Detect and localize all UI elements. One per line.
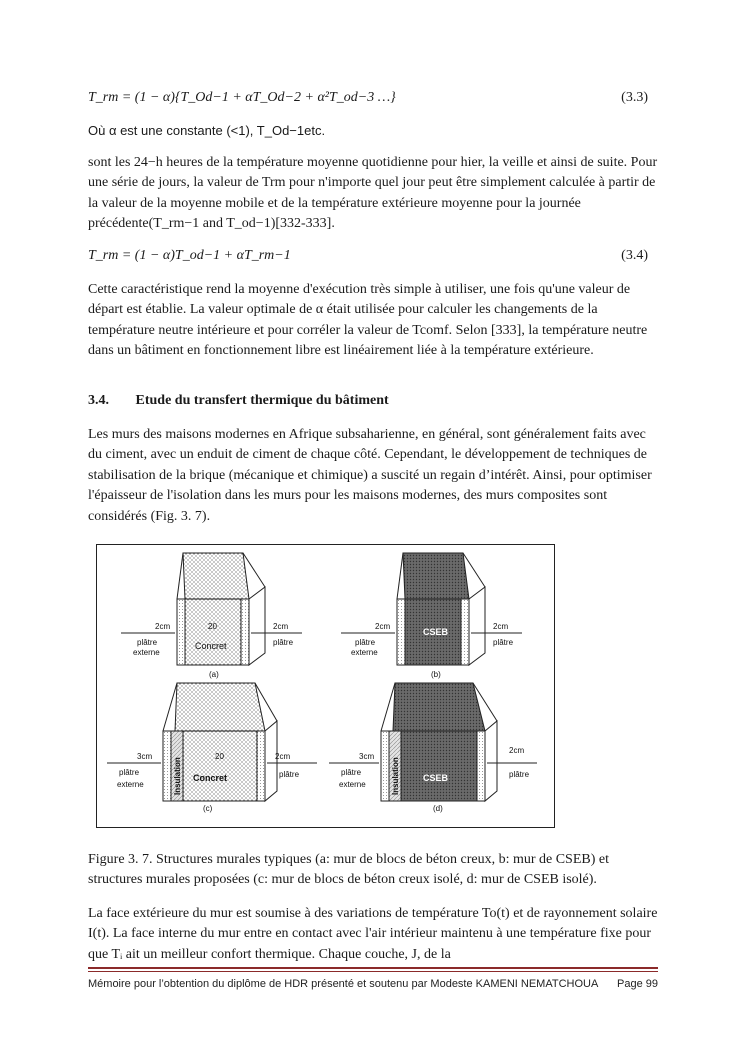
panel-b-thick-right: 2cm [493, 622, 509, 631]
panel-a-material: Concret [195, 641, 227, 651]
section-title: Etude du transfert thermique du bâtiment [135, 393, 389, 408]
equation-3-3 [88, 90, 648, 106]
equation-3-4-number: (3.4) [621, 248, 648, 263]
panel-b-id: (b) [431, 670, 441, 679]
panel-c-center: 20 [215, 752, 224, 761]
panel-b-side [469, 587, 485, 665]
panel-d-thick-left: 3cm [359, 752, 375, 761]
panel-b-left-label2: externe [351, 648, 378, 657]
paragraph-cette: Cette caractéristique rend la moyenne d'exécution très simple à utiliser, une fois qu'une valeur de départ est établie. La valeur optimale de α était utilisée pour calculer les changements de la température neutre intérieure et pour corréler la valeur de Tcomf. Selon [333], la température neutre dans un bâtiment en fonctionnement libre est linéairement liée à la température extérieure. [88, 282, 648, 359]
paragraph-murs: Les murs des maisons modernes en Afrique subsaharienne, en général, sont généralement faits avec du ciment, avec un enduit de ciment de chaque côté. Cependant, le développement de techniques de stabilisation de la brique (mécanique et chimique) a suscité un regain d’intérêt. Ainsi, pour optimiser l'épaisseur de l'isolation dans les murs pour les maisons modernes, des murs composites sont considérés (Fig. 3. 7). [88, 427, 652, 524]
panel-a-center: 20 [208, 622, 217, 631]
panel-b-thick-left: 2cm [375, 622, 391, 631]
panel-d-right-label: plâtre [509, 770, 530, 779]
panel-a-left-label1: plâtre [137, 638, 158, 647]
equation-3-4-text: T_rm = (1 − α)T_od−1 + αT_rm−1 [88, 248, 291, 263]
figure-3-7 [96, 544, 555, 828]
panel-b-plaster-right [461, 599, 469, 665]
panel-a-plaster-left [177, 599, 185, 665]
panel-d-thick-right: 2cm [509, 746, 525, 755]
panel-a-top [183, 553, 249, 599]
section-heading [88, 393, 389, 409]
panel-a-side [249, 587, 265, 665]
paragraph-face: La face extérieure du mur est soumise à des variations de température To(t) et de rayonnement solaire I(t). La face interne du mur entre en contact avec l'air intérieur maintenu à une température fixe pour que Tᵢ ait un meilleur confort thermique. Chaque couche, J, de la [88, 906, 658, 962]
panel-a-thick-right: 2cm [273, 622, 289, 631]
panel-c-plaster-left [163, 731, 171, 801]
panel-b-edge [397, 553, 403, 599]
footer-rule-thin [88, 971, 658, 972]
panel-c-material: Concret [193, 773, 228, 783]
panel-d-material: CSEB [423, 773, 449, 783]
footer-rule-thick [88, 967, 658, 969]
panel-d [329, 683, 537, 813]
panel-c-left-label1: plâtre [119, 768, 140, 777]
panel-c-left-label2: externe [117, 780, 144, 789]
panel-a-plaster-right [241, 599, 249, 665]
equation-3-4 [88, 248, 648, 264]
figure-caption: Figure 3. 7. Structures murales typiques (a: mur de blocs de béton creux, b: mur de CSEB) et structures murales proposées (c: mur de blocs de béton creux isolé, d: mur de CSEB isolé). [88, 852, 610, 888]
wall-structures-diagram [97, 545, 554, 827]
panel-d-side [485, 721, 497, 801]
equation-3-3-text: T_rm = (1 − α){T_Od−1 + αT_Od−2 + α²T_od−3 …} [88, 90, 396, 105]
panel-b-material: CSEB [423, 627, 449, 637]
panel-c-side [265, 721, 277, 801]
panel-a-thick-left: 2cm [155, 622, 171, 631]
panel-a-id: (a) [209, 670, 219, 679]
panel-d-plaster-left [381, 731, 389, 801]
panel-d-id: (d) [433, 804, 443, 813]
panel-d-left-label1: plâtre [341, 768, 362, 777]
panel-c-id: (c) [203, 804, 213, 813]
panel-b [341, 553, 522, 679]
panel-b-top [403, 553, 469, 599]
alpha-definition: Où α est une constante (<1), T_Od−1etc. [88, 123, 326, 138]
panel-c-plaster-right [257, 731, 265, 801]
panel-b-right-label: plâtre [493, 638, 514, 647]
panel-b-left-label1: plâtre [355, 638, 376, 647]
page-footer [88, 978, 658, 990]
panel-a-edge [177, 553, 183, 599]
panel-c-top [175, 683, 265, 731]
page-number: Page 99 [617, 978, 658, 990]
paragraph-sont: sont les 24−h heures de la température moyenne quotidienne pour hier, la veille et ainsi de suite. Pour une série de jours, la valeur de Trm pour n'importe quel jour peut être simplement calculée à partir de la valeur de la moyenne mobile et de la température extérieure moyenne pour la journée précédente(T_rm−1 and T_od−1)[332-333]. [88, 155, 658, 232]
panel-c-thick-left: 3cm [137, 752, 153, 761]
panel-c [107, 683, 317, 813]
panel-a-right-label: plâtre [273, 638, 294, 647]
panel-c-right-label: plâtre [279, 770, 300, 779]
panel-b-plaster-left [397, 599, 405, 665]
panel-a-front [177, 599, 249, 665]
equation-3-3-number: (3.3) [621, 90, 648, 105]
panel-a [121, 553, 302, 679]
section-number: 3.4. [88, 393, 109, 408]
panel-d-left-label2: externe [339, 780, 366, 789]
footer-text: Mémoire pour l’obtention du diplôme de HDR présenté et soutenu par Modeste KAMENI NEMATCHOUA [88, 978, 599, 990]
panel-a-left-label2: externe [133, 648, 160, 657]
panel-d-plaster-right [477, 731, 485, 801]
panel-d-top [393, 683, 485, 731]
panel-c-insulation-label: Insulation [173, 757, 182, 795]
panel-c-thick-right: 2cm [275, 752, 291, 761]
panel-d-insulation-label: Insulation [391, 757, 400, 795]
